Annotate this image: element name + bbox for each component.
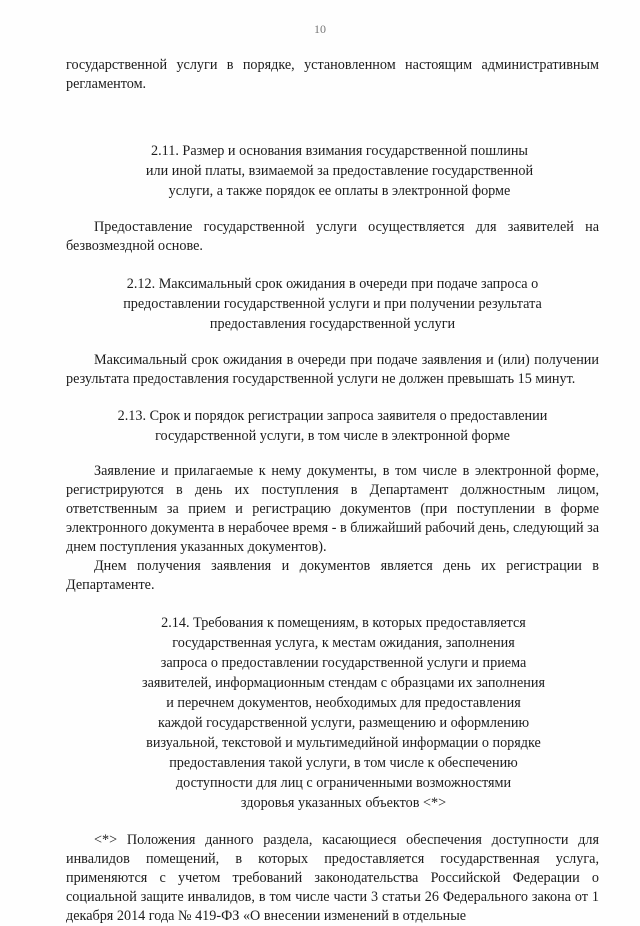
footnote-paragraph: <*> Положения данного раздела, касающиеся обеспечения доступности для инвалидов помещений, в которых предоставляется государственная услуга, применяются с учетом требований законодательства Российской Федерации о социальной защите инвалидов, в том числе части 3 статьи 26 Федерального закона от 1 декабря 2014 года № 419-ФЗ «О внесении изменений в отдельные [66,832,599,924]
section-heading: 2.14. Требования к помещениям, в которых предоставляется государственная услуга, к местам ожидания, заполнения запроса о предоставлении государственной услуги и приема заявителей, информационным стендам с образцами их заполнения и перечнем документов, необходимых для предоставления каждой государственной услуги, размещению и оформлению визуальной, текстовой и мультимедийной информации о порядке предоставления такой услуги, в том числе к обеспечению доступности для лиц с ограниченными возможностями здоровья указанных объектов <*> [141,615,546,811]
section-heading: 2.12. Максимальный срок ожидания в очереди при подаче запроса о предоставлении государственной услуги и при получении результата предоставления государственной услуги [123,276,542,332]
section-2-11 [66,141,599,256]
intro-paragraph: государственной услуги в порядке, установленном настоящим административным регламентом. [66,57,599,92]
section-2-12 [66,274,599,389]
section-2-13 [66,406,599,595]
page-number: 10 [314,22,326,36]
section-paragraph: Днем получения заявления и документов является день их регистрации в Департаменте. [66,558,599,593]
section-heading: 2.13. Срок и порядок регистрации запроса заявителя о предоставлении государственной услуги, в том числе в электронной форме [117,408,548,444]
document-body [66,56,599,926]
section-heading: 2.11. Размер и основания взимания государственной пошлины или иной платы, взимаемой за предоставление государственной услуги, а также порядок ее оплаты в электронной форме [145,143,534,199]
section-paragraph: Заявление и прилагаемые к нему документы, в том числе в электронной форме, регистрируются в день их поступления в Департамент должностным лицом, ответственным за прием и регистрацию документов (при поступлении в форме электронного документа в нерабочее время - в ближайший рабочий день, следующий за днем поступления указанных документов). [66,463,599,555]
section-paragraph: Предоставление государственной услуги осуществляется для заявителей на безвозмездной основе. [66,219,599,254]
section-paragraph: Максимальный срок ожидания в очереди при подаче заявления и (или) получении результата предоставления государственной услуги не должен превышать 15 минут. [66,352,599,387]
section-2-14 [66,613,599,926]
